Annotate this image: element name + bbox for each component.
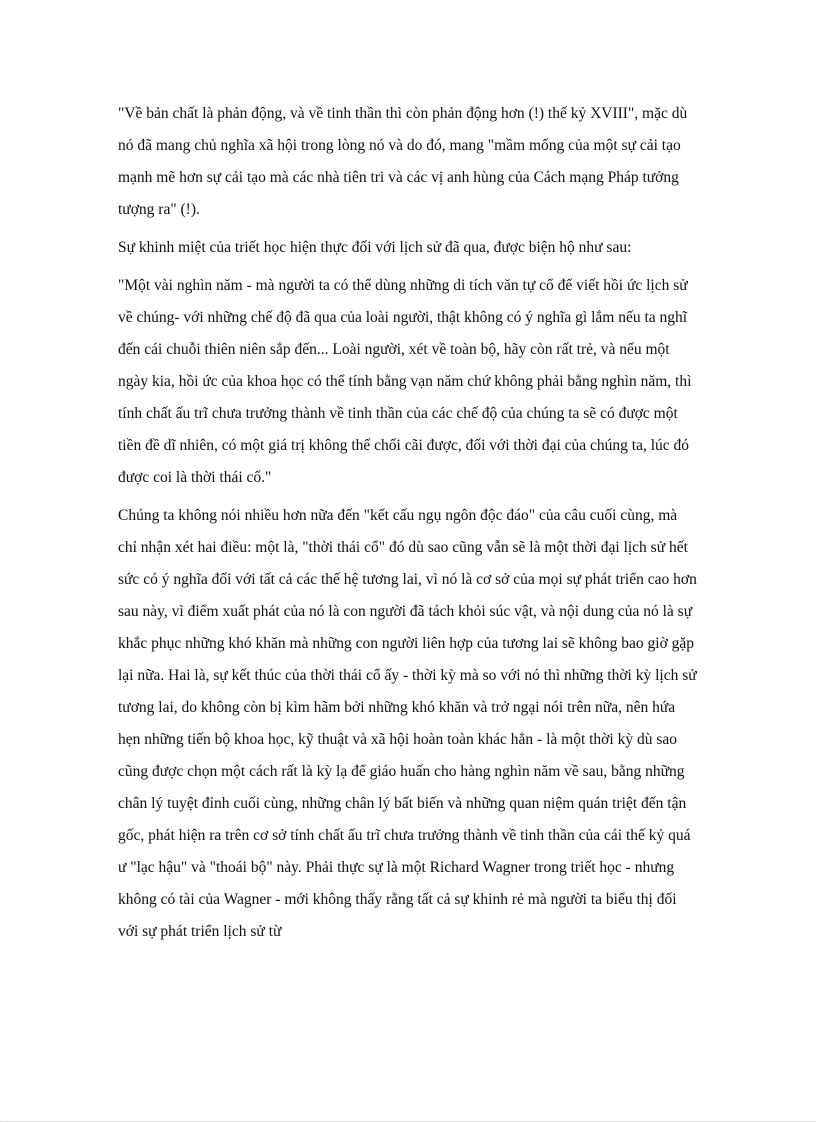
paragraph-1: "Về bản chất là phản động, và về tinh thần thì còn phản động hơn (!) thế kỷ XVIII", mặc dù nó đã mang chủ nghĩa xã hội trong lòng nó và do đó, mang "mầm mống của một sự cải tạo mạnh mẽ hơn sự cải tạo mà các nhà tiên tri và các vị anh hùng của Cách mạng Pháp tưởng tượng ra" (!). — [118, 105, 688, 218]
paragraph-4: Chúng ta không nói nhiều hơn nữa đến "kết cấu ngụ ngôn độc đáo" của câu cuối cùng, mà chỉ nhận xét hai điều: một là, "thời thái cổ" đó dù sao cũng vẫn sẽ là một thời đại lịch sử hết sức có ý nghĩa đối với tất cả các thế hệ tương lai, vì nó là cơ sở của mọi sự phát triển cao hơn sau này, vì điểm xuất phát của nó là con người đã tách khỏi súc vật, và nội dung của nó là sự khắc phục những khó khăn mà những con người liên hợp của tương lai sẽ không bao giờ gặp lại nữa. Hai là, sự kết thúc của thời thái cổ ấy - thời kỳ mà so với nó thì những thời kỳ lịch sử tương lai, do không còn bị kìm hãm bởi những khó khăn và trở ngại nói trên nữa, nên hứa hẹn những tiến bộ khoa học, kỹ thuật và xã hội hoàn toàn khác hẳn - là một thời kỳ dù sao cũng được chọn một cách rất là kỳ lạ để giáo huấn cho hàng nghìn năm về sau, bằng những chân lý tuyệt đỉnh cuối cùng, những chân lý bất biến và những quan niệm quán triệt đến tận gốc, phát hiện ra trên cơ sở tính chất ấu trĩ chưa trưởng thành về tinh thần của cái thế kỷ quá ư "lạc hậu" và "thoái bộ" này. Phải thực sự là một Richard Wagner trong triết học - nhưng không có tài của Wagner - mới không thấy rằng tất cả sự khinh rẻ mà người ta biểu thị đối với sự phát triển lịch sử từ — [118, 507, 697, 940]
paragraph-2: Sự khinh miệt của triết học hiện thực đối với lịch sử đã qua, được biện hộ như sau: — [118, 239, 632, 256]
page-bottom-divider — [0, 1121, 816, 1122]
document-page — [118, 98, 698, 954]
paragraph-3-quote: "Một vài nghìn năm - mà người ta có thể dùng những di tích văn tự cổ để viết hồi ức lịch sử về chúng- với những chế độ đã qua của loài người, thật không có ý nghĩa gì lắm nếu ta nghĩ đến cái chuỗi thiên niên sắp đến... Loài người, xét về toàn bộ, hãy còn rất trẻ, và nếu một ngày kia, hồi ức của khoa học có thể tính bằng vạn năm chứ không phải bằng nghìn năm, thì tính chất ấu trĩ chưa trưởng thành về tinh thần của các chế độ của chúng ta sẽ có được một tiền đề dĩ nhiên, có một giá trị không thể chối cãi được, đối với thời đại của chúng ta, lúc đó được coi là thời thái cổ." — [118, 277, 692, 486]
